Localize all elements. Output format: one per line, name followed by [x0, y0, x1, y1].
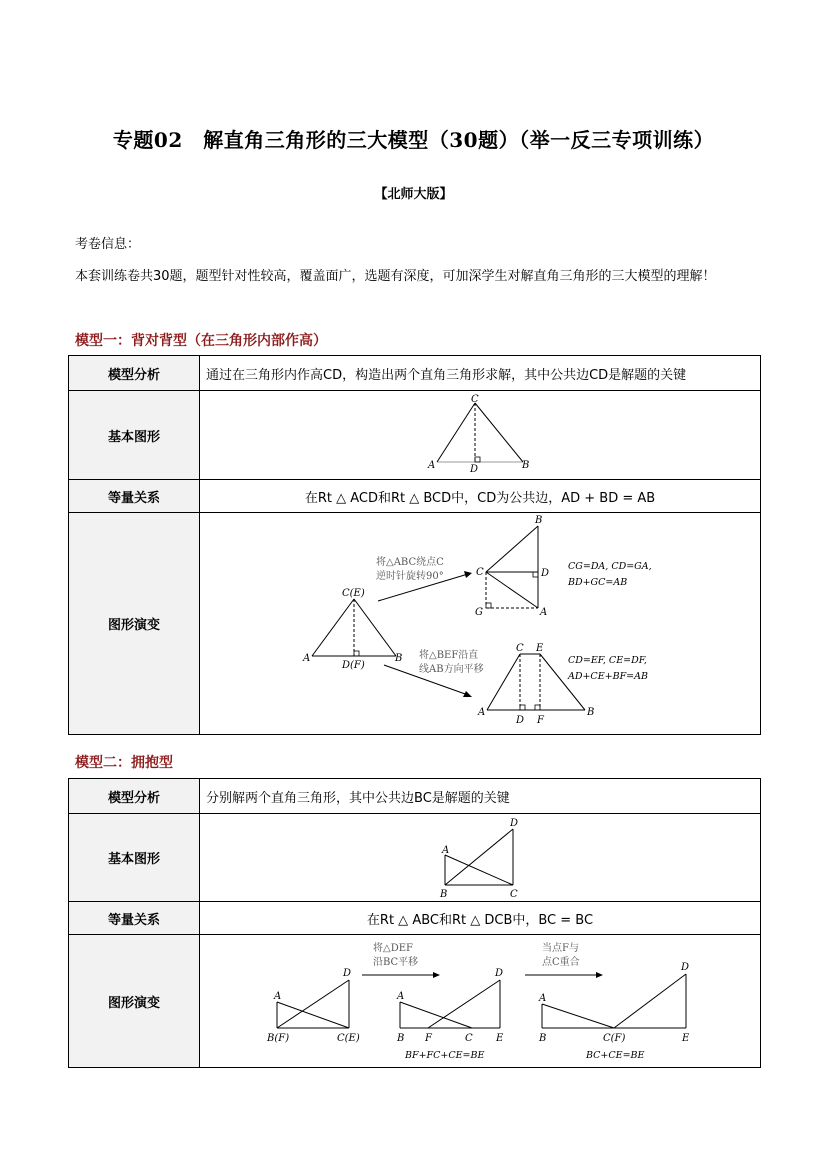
model2-analysis-label: 模型分析: [69, 779, 200, 814]
model1-relation-row: [69, 480, 761, 513]
rot-formula-2: BD+GC=AB: [568, 577, 628, 588]
edition-label: 【北师大版】: [374, 187, 453, 202]
p1-d-label: D: [343, 968, 352, 979]
p3-e-label: E: [682, 1033, 690, 1044]
coincide-note-2: 点C重合: [542, 957, 580, 968]
coincide-note-1: 当点F与: [542, 943, 579, 954]
model2-analysis-row: [69, 779, 761, 814]
model1-analysis-text: 通过在三角形内作高CD，构造出两个直角三角形求解，其中公共边CD是解题的关键: [200, 356, 761, 391]
model1-evolution-label: 图形演变: [69, 513, 200, 735]
p2-e-label: E: [496, 1033, 504, 1044]
exam-info-text: 本套训练卷共30题，题型针对性较高，覆盖面广，选题有深度，可加深学生对解直角三角形的三大模型的理解！: [75, 269, 716, 284]
rot-b-label: B: [535, 515, 543, 526]
model2-relation-label: 等量关系: [69, 902, 200, 935]
label-c: C: [471, 394, 479, 405]
label-d: D: [470, 464, 479, 475]
model2-relation-text: 在Rt △ ABC和Rt △ DCB中，BC = BC: [200, 902, 761, 935]
model2-basic-row: [69, 814, 761, 902]
p2-d-label: D: [495, 968, 504, 979]
tr-formula-1: CD=EF, CE=DF,: [568, 655, 647, 666]
tr-e-label: E: [536, 643, 544, 654]
p2-f-label: F: [425, 1033, 432, 1044]
p2-formula: BF+FC+CE=BE: [405, 1050, 485, 1061]
tr-d-label: D: [516, 715, 525, 726]
model1-basic-row: [69, 391, 761, 480]
p1-c-label: C(E): [337, 1033, 360, 1044]
orig-c-label: C(E): [342, 588, 365, 599]
page-title: 专题02 解直角三角形的三大模型（30题）（举一反三专项训练）: [112, 128, 715, 152]
model2-basic-figure: [200, 814, 762, 901]
model2-evolution-figure-cell: [200, 935, 761, 1068]
orig-a-label: A: [303, 653, 311, 664]
translate-note-2: 线AB方向平移: [419, 664, 484, 675]
move-note-2: 沿BC平移: [373, 957, 419, 968]
model2-evolution-label: 图形演变: [69, 935, 200, 1068]
model1-evolution-figure-cell: [200, 513, 761, 735]
rot-c-label: C: [476, 567, 484, 578]
rot-a-label: A: [540, 607, 548, 618]
model2-basic-label: 基本图形: [69, 814, 200, 902]
model2-relation-row: [69, 902, 761, 935]
model1-analysis-label: 模型分析: [69, 356, 200, 391]
model1-basic-figure: [200, 391, 762, 479]
p1-b-label: B(F): [267, 1033, 290, 1044]
p1-a-label: A: [274, 991, 282, 1002]
rot-d-label: D: [541, 568, 550, 579]
p2-a-label: A: [397, 991, 405, 1002]
m2-label-d: D: [510, 818, 519, 829]
model2-evolution-row: [69, 935, 761, 1068]
label-b: B: [522, 460, 530, 471]
model2-analysis-text: 分别解两个直角三角形，其中公共边BC是解题的关键: [200, 779, 761, 814]
label-a: A: [428, 460, 436, 471]
model1-evolution-row: [69, 513, 761, 735]
tr-c-label: C: [516, 643, 524, 654]
p3-cf-label: C(F): [603, 1033, 626, 1044]
translate-note-1: 将△BEF沿直: [419, 650, 479, 661]
tr-a-label: A: [478, 707, 486, 718]
p3-b-label: B: [539, 1033, 547, 1044]
rot-g-label: G: [475, 607, 483, 618]
model2-table: [68, 778, 761, 1068]
model1-basic-figure-cell: [200, 391, 761, 480]
p3-d-label: D: [681, 962, 690, 973]
rotate-note-2: 逆时针旋转90°: [376, 571, 444, 582]
m2-label-b: B: [440, 889, 448, 900]
rotate-note-1: 将△ABC绕点C: [376, 557, 444, 568]
p3-formula: BC+CE=BE: [586, 1050, 645, 1061]
tr-f-label: F: [537, 715, 544, 726]
model1-heading: 模型一：背对背型（在三角形内部作高）: [75, 333, 327, 349]
p2-c-label: C: [465, 1033, 473, 1044]
orig-d-label: D(F): [342, 660, 365, 671]
model2-heading: 模型二：拥抱型: [75, 755, 173, 771]
orig-b-label: B: [395, 653, 403, 664]
model1-relation-label: 等量关系: [69, 480, 200, 513]
model1-evolution-figure: [200, 513, 762, 734]
model2-basic-figure-cell: [200, 814, 761, 902]
p3-a-label: A: [539, 993, 547, 1004]
p2-b-label: B: [397, 1033, 405, 1044]
model1-analysis-row: [69, 356, 761, 391]
m2-label-c: C: [510, 889, 518, 900]
m2-label-a: A: [442, 845, 450, 856]
model1-relation-text: 在Rt △ ACD和Rt △ BCD中，CD为公共边，AD + BD = AB: [200, 480, 761, 513]
rot-formula-1: CG=DA, CD=GA,: [568, 561, 652, 572]
move-note-1: 将△DEF: [373, 943, 413, 954]
tr-b-label: B: [587, 707, 595, 718]
model1-table: [68, 355, 761, 735]
exam-info-label: 考卷信息：: [75, 237, 141, 252]
tr-formula-2: AD+CE+BF=AB: [568, 671, 648, 682]
model1-basic-label: 基本图形: [69, 391, 200, 480]
model2-evolution-figure: [200, 935, 762, 1067]
